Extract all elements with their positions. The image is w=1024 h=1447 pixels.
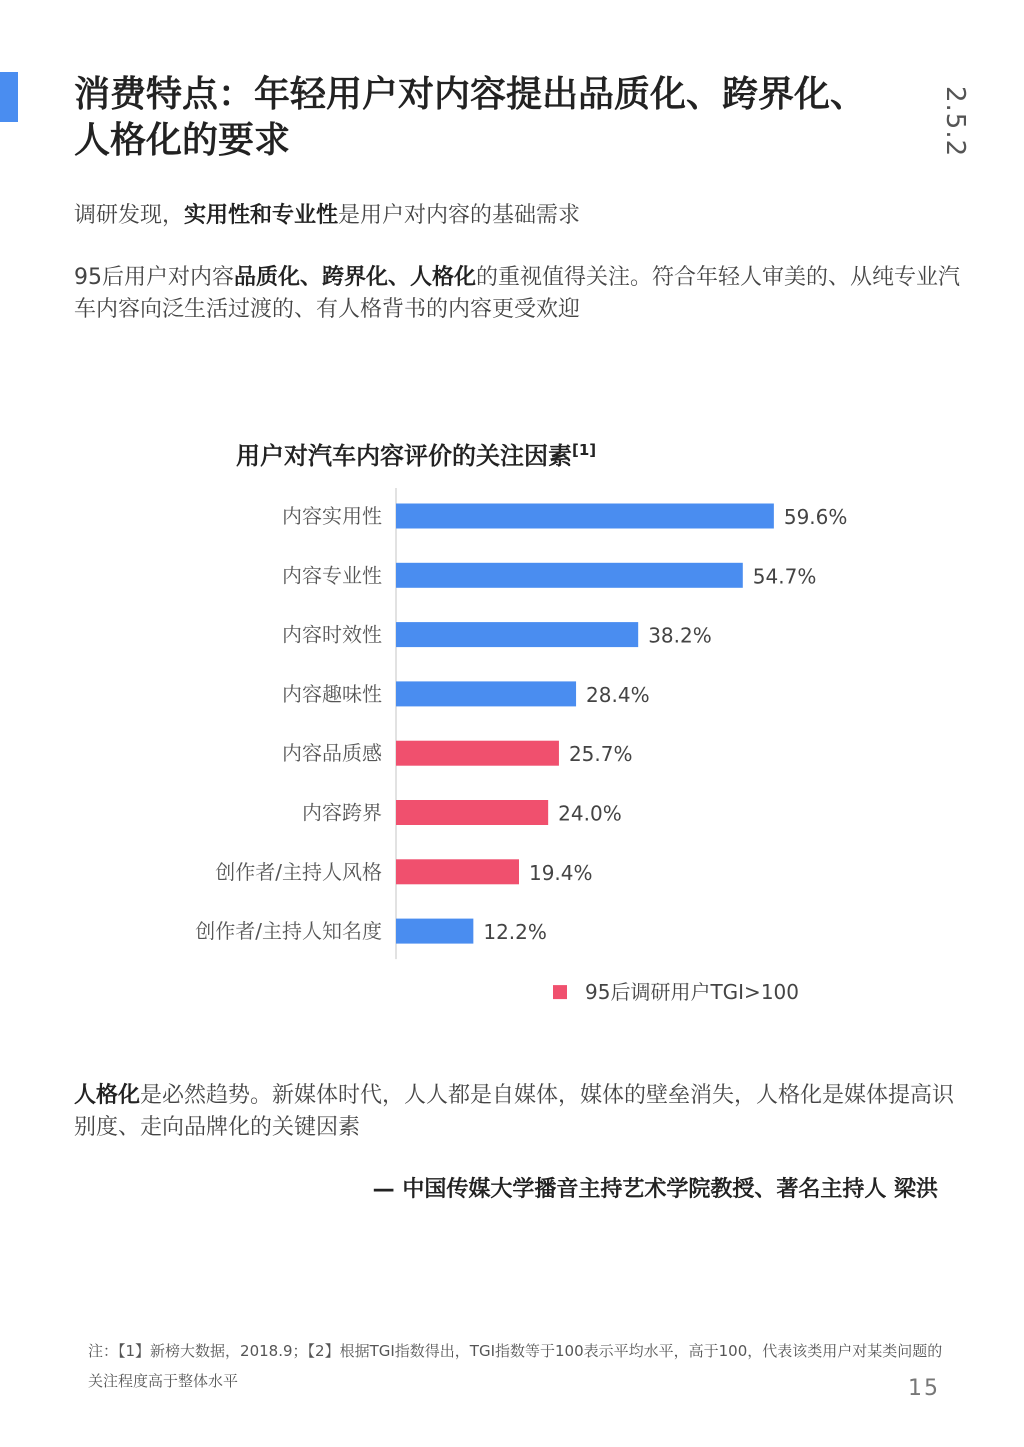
- bar-3: [396, 622, 638, 647]
- category-label-1: 内容实用性: [282, 504, 382, 528]
- value-label-1: 59.6%: [783, 505, 848, 529]
- bar-6: [396, 800, 548, 825]
- category-label-5: 内容品质感: [282, 741, 382, 766]
- quote: [74, 1080, 964, 1144]
- footnote: 注：【1】新榜大数据，2018.9；【2】根据TGI指数得出，TGI指数等于100表示平均水平，高于100，代表该类用户对某类问题的关注程度高于整体水平: [88, 1342, 943, 1390]
- paragraph-2: [74, 262, 964, 326]
- paragraph-2-bold: 品质化、跨界化、人格化: [234, 265, 477, 290]
- category-label-2: 内容专业性: [282, 563, 382, 588]
- chart-bars: [195, 488, 847, 959]
- category-label-4: 内容趣味性: [282, 681, 382, 706]
- value-label-8: 12.2%: [483, 920, 547, 945]
- paragraph-1-bold: 实用性和专业性: [184, 203, 339, 228]
- chart-title-ref: [1]: [572, 441, 597, 459]
- category-label-7: 创作者/主持人风格: [215, 859, 382, 884]
- bar-chart: [0, 480, 1024, 1020]
- quote-text: 是必然趋势。新媒体时代，人人都是自媒体，媒体的壁垒消失，人格化是媒体提高识别度、走向品牌化的关键因素: [74, 1083, 955, 1140]
- bar-1: [396, 504, 774, 529]
- value-label-7: 19.4%: [528, 860, 593, 885]
- paragraph-2-pre: 95后用户对内容: [74, 265, 234, 290]
- category-label-6: 内容跨界: [302, 800, 382, 825]
- value-label-2: 54.7%: [752, 564, 817, 589]
- quote-attribution: — 中国传媒大学播音主持艺术学院教授、著名主持人 梁洪: [372, 1177, 938, 1202]
- paragraph-1-pre: 调研发现，: [74, 203, 185, 228]
- legend-label: 95后调研用户TGI>100: [585, 980, 799, 1005]
- bar-8: [396, 919, 473, 944]
- bar-2: [396, 563, 743, 588]
- chart-title: [236, 436, 596, 471]
- quote-bold: 人格化: [74, 1083, 141, 1108]
- bar-4: [396, 681, 576, 706]
- bar-5: [396, 741, 559, 766]
- category-label-3: 内容时效性: [282, 622, 382, 647]
- bar-7: [396, 859, 519, 884]
- paragraph-2-post: 的重视值得关注。符合年轻人审美的、从纯专业汽车内容向泛生活过渡的、有人格背书的内容更受欢迎: [74, 265, 961, 322]
- value-label-3: 38.2%: [648, 623, 712, 648]
- title-line-2: 人格化的要求: [74, 120, 291, 161]
- page-title: [74, 72, 904, 164]
- value-label-5: 25.7%: [568, 742, 633, 767]
- category-label-8: 创作者/主持人知名度: [195, 919, 382, 944]
- accent-bar: [0, 72, 18, 122]
- legend-swatch: [553, 985, 567, 999]
- value-label-6: 24.0%: [558, 801, 622, 826]
- section-number: 2.5.2: [940, 86, 970, 158]
- value-label-4: 28.4%: [586, 682, 650, 707]
- paragraph-1: [74, 200, 964, 232]
- paragraph-1-post: 是用户对内容的基础需求: [338, 203, 581, 228]
- chart-title-text: 用户对汽车内容评价的关注因素: [236, 442, 572, 470]
- page-number: 15: [908, 1376, 940, 1401]
- title-line-1: 消费特点：年轻用户对内容提出品质化、跨界化、: [74, 74, 867, 115]
